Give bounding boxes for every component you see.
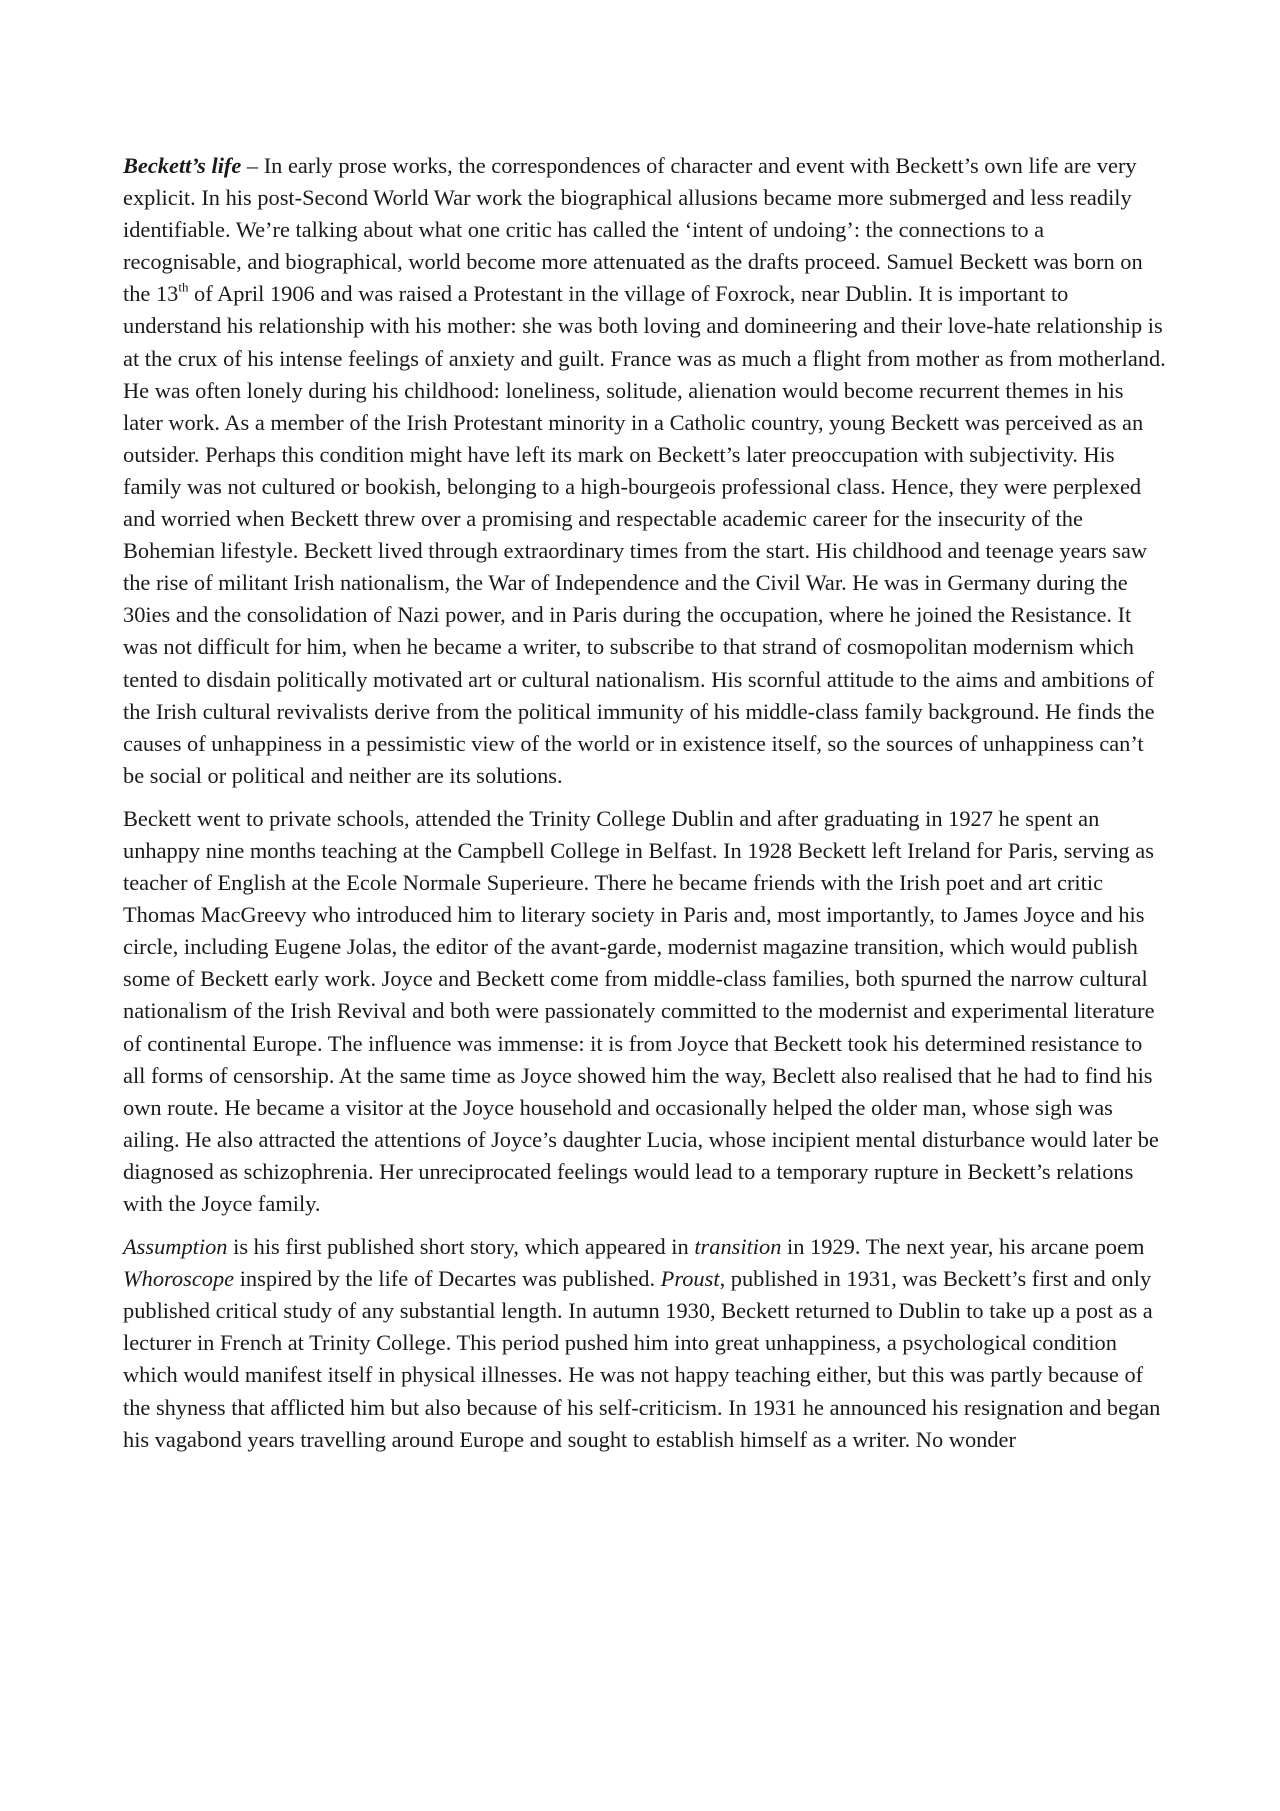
paragraph-text: – In early prose works, the correspondences of character and event with Beckett’s own life are very explicit. In his post-Second World War work the biographical allusions became more submerged and less readily identifiable. We’re talking about what one critic has called the ‘intent of undoing’: the connections to a recognisable, and biographical, world become more attenuated as the drafts proceed. Samuel Beckett was born on the 13 <box>123 153 1143 307</box>
document-page <box>123 150 1168 1467</box>
paragraph-text: is his first published short story, which appeared in <box>227 1234 695 1260</box>
work-title-transition: transition <box>694 1234 782 1260</box>
work-title-proust: Proust <box>660 1266 720 1292</box>
paragraph-becketts-life <box>123 150 1168 792</box>
work-title-whoroscope: Whoroscope <box>123 1266 235 1292</box>
paragraph-text: inspired by the life of Decartes was published. <box>234 1266 661 1292</box>
paragraph-text: in 1929. The next year, his arcane poem <box>781 1234 1145 1260</box>
ordinal-suffix: th <box>178 279 189 295</box>
paragraph-text: , published in 1931, was Beckett’s first and only published critical study of any substantial length. In autumn 1930, Beckett returned to Dublin to take up a post as a lecturer in French at Trinity College. This period pushed him into great unhappiness, a psychological condition which would manifest itself in physical illnesses. He was not happy teaching either, but this was partly because of the shyness that afflicted him but also because of his self-criticism. In 1931 he announced his resignation and began his vagabond years travelling around Europe and sought to establish himself as a writer. No wonder <box>123 1266 1161 1452</box>
work-title-assumption: Assumption <box>123 1234 228 1260</box>
paragraph-early-works <box>123 1231 1168 1456</box>
section-heading: Beckett’s life <box>123 153 242 178</box>
paragraph-text: of April 1906 and was raised a Protestant in the village of Foxrock, near Dublin. It is important to understand his relationship with his mother: she was both loving and domineering and their love-hate relationship is at the crux of his intense feelings of anxiety and guilt. France was as much a flight from mother as from motherland. He was often lonely during his childhood: loneliness, solitude, alienation would become recurrent themes in his later work. As a member of the Irish Protestant minority in a Catholic country, young Beckett was perceived as an outsider. Perhaps this condition might have left its mark on Beckett’s later preoccupation with subjectivity. His family was not cultured or bookish, belonging to a high-bourgeois professional class. Hence, they were perplexed and worried when Beckett threw over a promising and respectable academic career for the insecurity of the Bohemian lifestyle. Beckett lived through extraordinary times from the start. His childhood and teenage years saw the rise of militant Irish nationalism, the War of Independence and the Civil War. He was in Germany during the 30ies and the consolidation of Nazi power, and in Paris during the occupation, where he joined the Resistance. It was not difficult for him, when he became a writer, to subscribe to that strand of cosmopolitan modernism which tented to disdain politically motivated art or cultural nationalism. His scornful attitude to the aims and ambitions of the Irish cultural revivalists derive from the political immunity of his middle-class family background. He finds the causes of unhappiness in a pessimistic view of the world or in existence itself, so the sources of unhappiness can’t be social or political and neither are its solutions. <box>123 281 1166 788</box>
paragraph-education-paris: Beckett went to private schools, attended the Trinity College Dublin and after graduating in 1927 he spent an unhappy nine months teaching at the Campbell College in Belfast. In 1928 Beckett left Ireland for Paris, serving as teacher of English at the Ecole Normale Superieure. There he became friends with the Irish poet and art critic Thomas MacGreevy who introduced him to literary society in Paris and, most importantly, to James Joyce and his circle, including Eugene Jolas, the editor of the avant-garde, modernist magazine transition, which would publish some of Beckett early work. Joyce and Beckett come from middle-class families, both spurned the narrow cultural nationalism of the Irish Revival and both were passionately committed to the modernist and experimental literature of continental Europe. The influence was immense: it is from Joyce that Beckett took his determined resistance to all forms of censorship. At the same time as Joyce showed him the way, Beclett also realised that he had to find his own route. He became a visitor at the Joyce household and occasionally helped the older man, whose sigh was ailing. He also attracted the attentions of Joyce’s daughter Lucia, whose incipient mental disturbance would later be diagnosed as schizophrenia. Her unreciprocated feelings would lead to a temporary rupture in Beckett’s relations with the Joyce family. <box>123 805 1159 1216</box>
